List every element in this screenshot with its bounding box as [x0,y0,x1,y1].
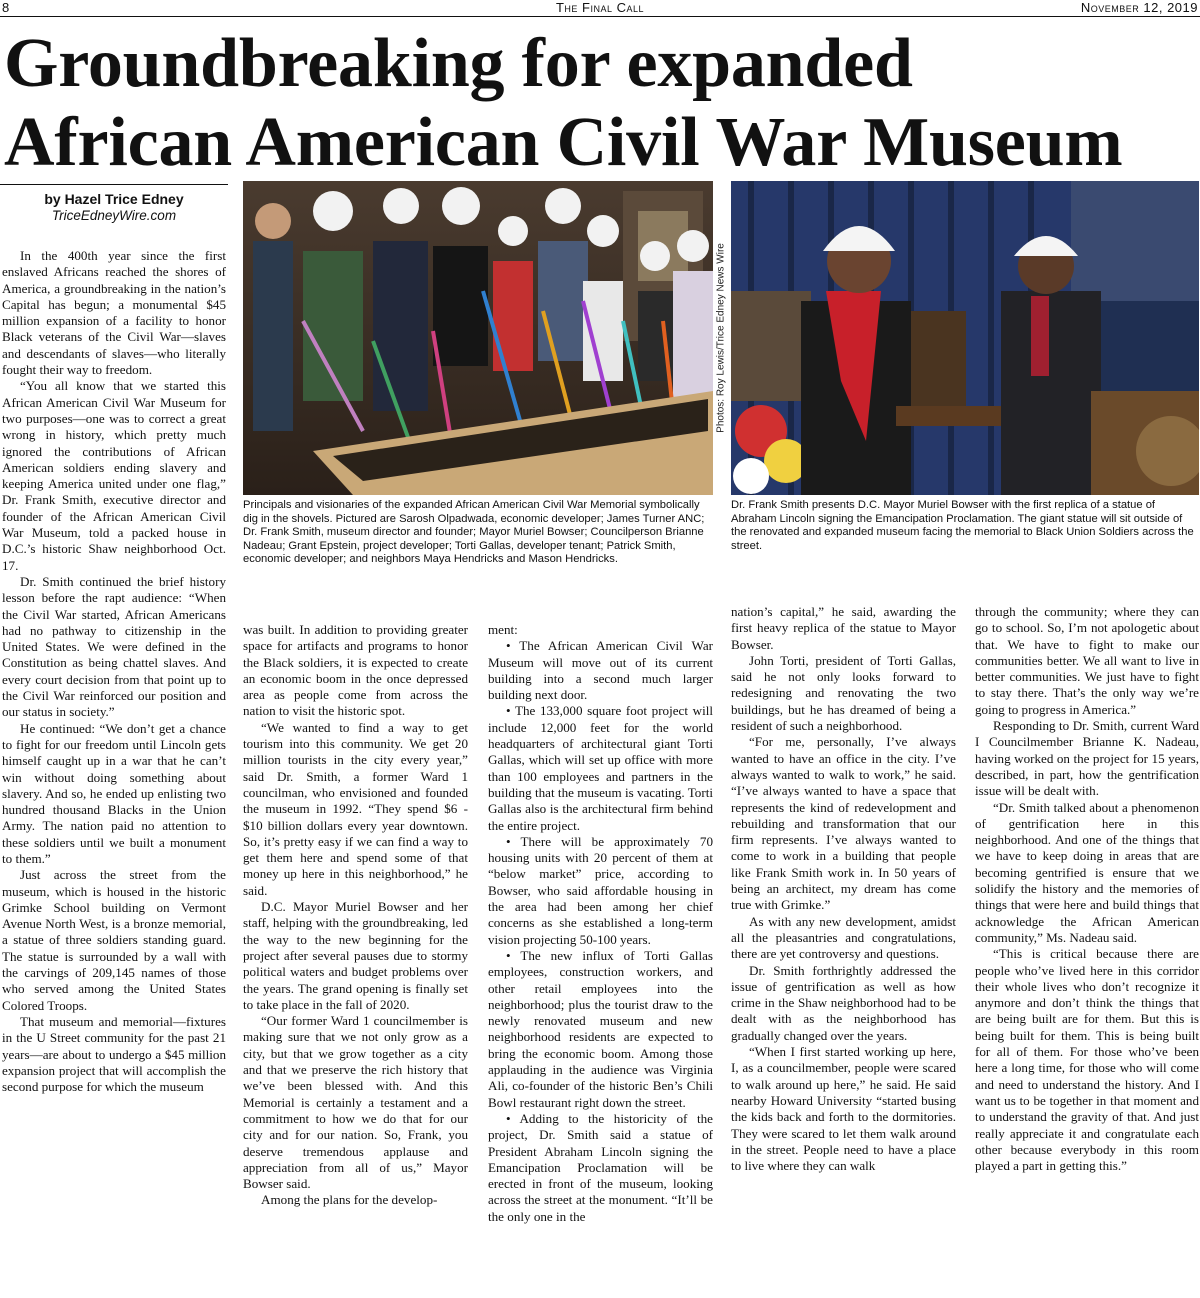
paragraph: “For me, personally, I’ve always wanted to have an office in the city. I’ve always wanted to walk to work,” he said. “I’ve always wanted to have a space that represents the kind of redevelopment and rebuilding and transformation that our firm represents. I’ve always wanted to come to work in a building that people like Frank Smith work in. In 50 years of being an architect, my dream has come true with Grimke.” [731,734,956,913]
body-column-4 [731,604,956,1174]
byline [0,184,228,224]
paragraph: was built. In addition to providing greater space for artifacts and programs to honor the Black soldiers, it is expected to create an economic boom in the once depressed area as people come from across the nation to visit the historic spot. [243,622,468,719]
paragraph: “This is critical because there are people who’ve lived here in this corridor their whole lives who don’t recognize it anymore and don’t think the things that are being built are for them. But this is being built for them. This is being built for all of them. For those who’ve been here a long time, for those who will come and need to understand the history. And I want us to be together in that moment and to understand the gravity of that. And just really appreciate it and congratulate each other because everybody in this room played a part in getting this.” [975,946,1199,1174]
paragraph: Dr. Smith continued the brief history lesson before the rapt audience: “When the Civil War started, African Americans had no pathway to citizenship in the United States. We were defined in the Constitution as being chattel slaves. And every court decision from that point up to the Civil War reinforced our position and our status in society.” [2,573,226,720]
headline-line-2: African American Civil War Museum [4,104,1123,181]
headline-line-1: Groundbreaking for expanded [4,25,913,102]
bullet-item: • The new influx of Torti Gallas employees, construction workers, and other retail employees into the neighborhood; plus the tourist draw to the newly renovated museum and new neighborhood residents are expected to bring the economic boom. Among those applauding in the audience was Virginia Ali, co-founder of the historic Ben’s Chili Bowl restaurant right down the street. [488,947,713,1110]
body-column-2 [243,622,468,1209]
paragraph: In the 400th year since the first enslaved Africans reached the shores of America, a groundbreaking in the nation’s Capital has begun; a monumental $45 million expansion of a facility to honor Black veterans of the Civil War—slaves and descendants of slaves—who literally fought their way to freedom. [2,248,226,378]
paragraph: Responding to Dr. Smith, current Ward I Councilmember Brianne K. Nadeau, having worked on the project for 15 years, described, in part, how the gentrification issue will be dealt with. [975,718,1199,799]
bullet-item: • There will be approximately 70 housing units with 20 percent of them at “below market” price, according to Bowser, who said affordable housing in the area had been among her chief concerns as she established a long-term vision projecting 50-100 years. [488,833,713,947]
photo-credit-text: Photos: Roy Lewis/Trice Edney News Wire [715,243,727,433]
page-folio [0,0,1200,17]
paragraph: nation’s capital,” he said, awarding the first heavy replica of the statue to Mayor Bowser. [731,604,956,652]
paragraph: He continued: “We don’t get a chance to fight for our freedom until Lincoln gets himself caught up in a war that he can’t win without doing something about slavery. And so, he ended up enlisting two hundred thousand Blacks in the Union Army. The nation paid no attention to these soldiers until we built a monument to them.” [2,720,226,866]
groundbreaking-photo [243,181,713,495]
photo-caption-2: Dr. Frank Smith presents D.C. Mayor Muriel Bowser with the first replica of a statue of Abraham Lincoln signing the Emancipation Proclamation. The giant statue will sit outside of the renovated and expanded museum facing the memorial to Black Union Soldiers across the street. [731,499,1194,552]
paragraph: “When I first started working up here, I, as a councilmember, people were scared to walk around up here,” he said. He said nearby Howard University “started busing the kids back and forth to the dormitories. They were scared to let them walk around in the street. People need to have a place to live where they can walk [731,1044,956,1174]
statue-presentation-illustration [731,181,1199,495]
paragraph: ment: [488,622,518,637]
paragraph: “We wanted to find a way to get tourism into this community. We get 20 million tourists in the city every year,” said Dr. Smith, a former Ward 1 councilman, who envisioned and founded the museum in 1992. “They spend $6 - $10 billion dollars every year downtown. So, it’s pretty easy if we can find a way to get them here and spend some of that money up here in this neighborhood,” he said. [243,719,468,898]
byline-author: by Hazel Trice Edney [44,191,184,207]
bullet-item: • The African American Civil War Museum will move out of its current building into a second much larger building next door. [488,638,713,703]
photo-caption-1: Principals and visionaries of the expanded African American Civil War Memorial symbolically dig in the shovels. Pictured are Sarosh Olpadwada, economic developer; James Turner ANC; Dr. Frank Smith, museum director and founder; Mayor Muriel Bowser; Councilperson Brianne Nadeau; Grant Epstein, project developer; Torti Gallas, developer tenant; Patrick Smith, economic developer; and neighbors Maya Hendricks and Mason Hendricks. [243,499,705,565]
body-column-1 [2,248,226,1095]
paragraph: D.C. Mayor Muriel Bowser and her staff, helping with the groundbreaking, led the way to the new beginning for the project after several pauses due to stormy political waters and budget problems over the years. The grand opening is finally set to take place in the fall of 2020. [243,899,468,1012]
paragraph: That museum and memorial—fixtures in the U Street community for the past 21 years—are about to undergo a $45 million expansion project that will accomplish the second purpose for which the museum [2,1013,226,1095]
bullet-item: • The 133,000 square foot project will include 12,000 feet for the world headquarters of architectural giant Torti Gallas, which will set up office with more than 100 employees and partners in the building that the museum is vacating. Torti Gallas also is the architectural firm behind the entire project. [488,703,713,833]
paragraph: “Our former Ward 1 councilmember is making sure that we not only grow as a city, but that we grow together as a city and that we preserve the rich history that we’ve been blessed with. And this Memorial is certainly a testament and a commitment to how we do that for our city and for our nation. So, Frank, you deserve tremendous applause and appreciation from all of us,” Mayor Bowser said. [243,1013,468,1192]
issue-date: November 12, 2019 [1080,0,1198,15]
paragraph: Among the plans for the develop- [261,1192,438,1208]
headline [4,24,1198,182]
paragraph: through the community; where they can go to school. So, I’m not apologetic about that. We have to fight to make our communities better. We all want to live in better communities. We just have to fight to stay there. That’s the only way we’re going to progress in America.” [975,604,1199,717]
paragraph: “You all know that we started this African American Civil War Museum for two purposes—one was to correct a great wrong in history, which pretty much ignored the contributions of African American soldiers ending slavery and keeping America united under one flag,” Dr. Frank Smith, executive director and founder of the African American Civil War Museum, told a packed house in D.C.’s historic Shaw neighborhood Oct. 17. [2,378,226,573]
groundbreaking-illustration [243,181,713,495]
paragraph: Just across the street from the museum, which is housed in the historic Grimke School building on Vermont Avenue North West, is a bronze memorial, a statue of three soldiers standing guard. The statue is surrounded by a wall with the carvings of 209,145 names of those who served among the United States Colored Troops. [2,867,226,1013]
photo-credit [713,181,729,495]
paragraph: As with any new development, amidst all the pleasantries and congratulations, there are yet controversy and questions. [731,913,956,962]
bullet-item: • Adding to the historicity of the project, Dr. Smith said a statue of President Abraham Lincoln signing the Emancipation Proclamation will be erected in front of the museum, looking across the street at the monument. “It’ll be the only one in the [488,1110,713,1224]
byline-site: TriceEdneyWire.com [51,208,177,223]
statue-presentation-photo [731,181,1199,495]
body-column-3 [488,622,713,1225]
paragraph: John Torti, president of Torti Gallas, said he not only looks forward to redesigning and renovating the two buildings, but he has dreamed of being a resident of such a neighborhood. [731,652,956,734]
body-column-5 [975,604,1199,1174]
paragraph: “Dr. Smith talked about a phenomenon of gentrification here in this neighborhood. And one of the things that we have to keep doing in areas that are becoming gentrified is ensure that we solidify the history and the memories of things that were here and build things that acknowledge the African American community,” Ms. Nadeau said. [975,799,1199,945]
publication-name: The Final Call [555,0,645,15]
paragraph: Dr. Smith forthrightly addressed the issue of gentrification as well as how crime in the Shaw neighborhood had to be dealt with as the neighborhood has gradually changed over the years. [731,962,956,1043]
page-number: 8 [2,0,10,15]
